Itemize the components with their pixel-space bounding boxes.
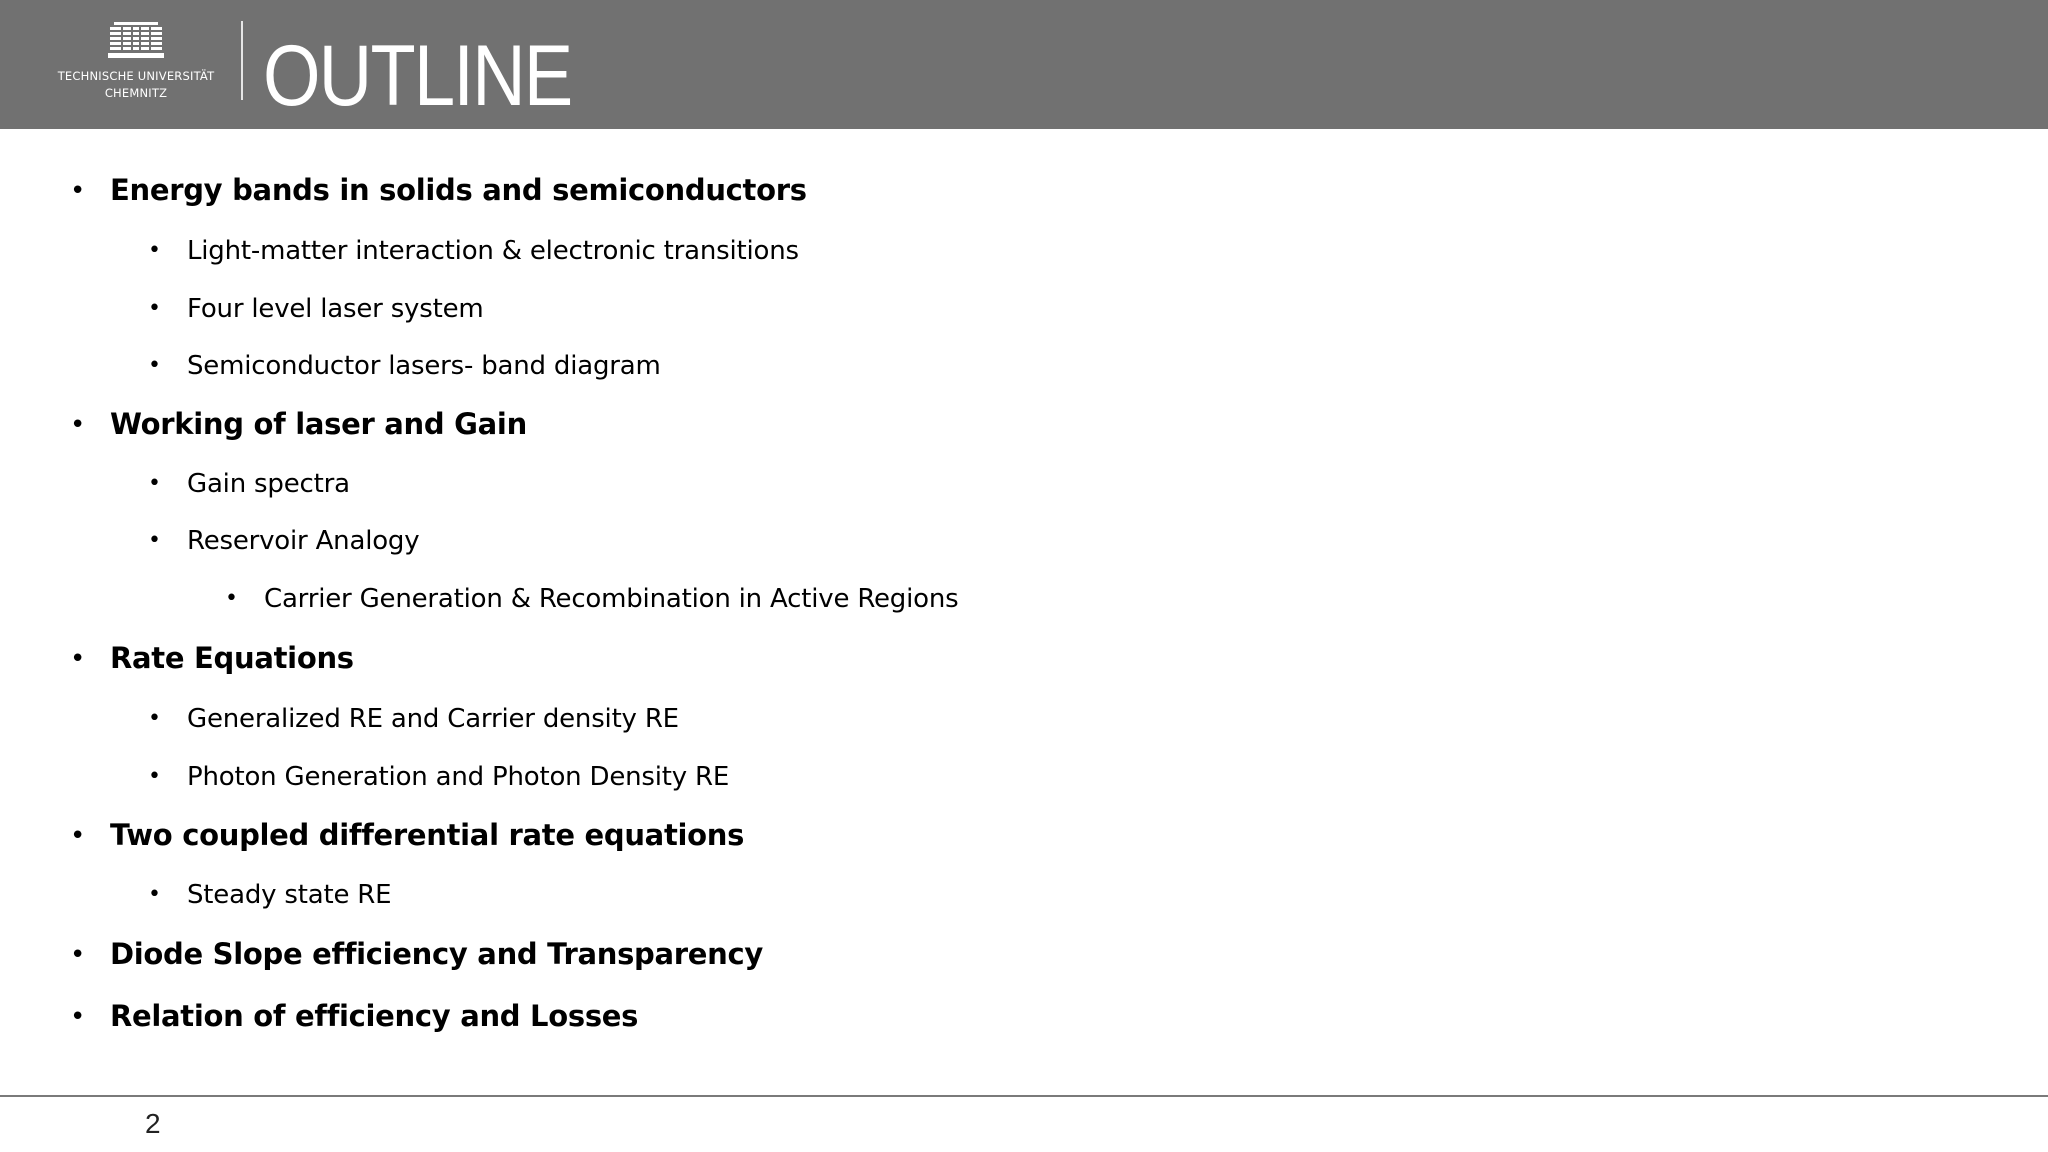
bullet-icon: • bbox=[70, 176, 86, 206]
outline-item-text: Relation of efficiency and Losses bbox=[110, 999, 639, 1033]
bullet-icon: • bbox=[148, 882, 161, 907]
outline-item-text: Semiconductor lasers- band diagram bbox=[187, 351, 661, 381]
bullet-icon: • bbox=[148, 471, 161, 496]
outline-item-level3 bbox=[225, 584, 959, 614]
outline-item-text: Reservoir Analogy bbox=[187, 526, 420, 556]
header-divider bbox=[241, 21, 243, 100]
outline-item-level2 bbox=[148, 469, 350, 499]
outline-item-text: Working of laser and Gain bbox=[110, 407, 527, 441]
outline-item-level1 bbox=[70, 818, 745, 852]
outline-item-text: Steady state RE bbox=[187, 880, 392, 910]
page-number: 2 bbox=[145, 1108, 161, 1139]
outline-item-level2 bbox=[148, 526, 420, 556]
bullet-icon: • bbox=[148, 528, 161, 553]
bullet-icon: • bbox=[70, 1002, 86, 1032]
university-logo bbox=[56, 18, 216, 104]
outline-item-level1 bbox=[70, 641, 354, 675]
outline-item-text: Energy bands in solids and semiconductors bbox=[110, 173, 807, 207]
bullet-icon: • bbox=[148, 353, 161, 378]
outline-item-level1 bbox=[70, 937, 763, 971]
outline-item-text: Two coupled differential rate equations bbox=[110, 818, 745, 852]
logo-text-line1: TECHNISCHE UNIVERSITÄT bbox=[57, 69, 215, 83]
outline-item-text: Gain spectra bbox=[187, 469, 350, 499]
outline-item-text: Rate Equations bbox=[110, 641, 354, 675]
bullet-icon: • bbox=[70, 410, 86, 440]
outline-item-text: Light-matter interaction & electronic transitions bbox=[187, 236, 799, 266]
outline-item-level1 bbox=[70, 407, 527, 441]
bullet-icon: • bbox=[148, 238, 161, 263]
bullet-icon: • bbox=[70, 644, 86, 674]
bullet-icon: • bbox=[148, 296, 161, 321]
bullet-icon: • bbox=[148, 764, 161, 789]
bullet-icon: • bbox=[225, 586, 238, 611]
outline-item-level2 bbox=[148, 351, 661, 381]
bullet-icon: • bbox=[70, 821, 86, 851]
outline-item-level2 bbox=[148, 880, 392, 910]
bullet-icon: • bbox=[148, 706, 161, 731]
outline-item-text: Carrier Generation & Recombination in Active Regions bbox=[264, 584, 959, 614]
outline-item-level2 bbox=[148, 762, 730, 792]
slide-header bbox=[0, 0, 2048, 129]
building-logo-icon bbox=[108, 20, 164, 62]
outline-item-level2 bbox=[148, 294, 484, 324]
outline-item-level1 bbox=[70, 173, 807, 207]
logo-text-line2: CHEMNITZ bbox=[104, 86, 168, 100]
outline-item-text: Generalized RE and Carrier density RE bbox=[187, 704, 679, 734]
slide-title: OUTLINE bbox=[263, 28, 572, 124]
outline-item-level2 bbox=[148, 236, 799, 266]
outline-item-text: Photon Generation and Photon Density RE bbox=[187, 762, 730, 792]
outline-item-text: Four level laser system bbox=[187, 294, 484, 324]
outline-item-level1 bbox=[70, 999, 639, 1033]
outline-item-level2 bbox=[148, 704, 679, 734]
footer-divider bbox=[0, 1095, 2048, 1097]
bullet-icon: • bbox=[70, 940, 86, 970]
outline-item-text: Diode Slope efficiency and Transparency bbox=[110, 937, 763, 971]
